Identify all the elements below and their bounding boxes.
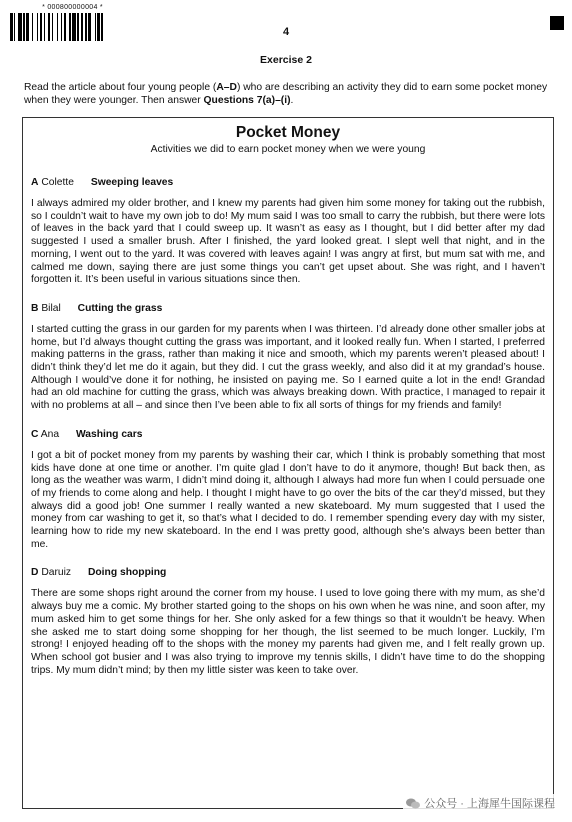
section-heading	[31, 177, 545, 188]
instructions-start: Read the article about four young people (	[24, 82, 217, 93]
wechat-icon	[406, 798, 420, 809]
section-person-name: Daruiz	[41, 567, 72, 579]
section-letter: A	[31, 177, 39, 188]
section-person-name: Bilal	[41, 302, 61, 314]
section-letter: D	[31, 567, 39, 579]
section-b	[31, 303, 545, 413]
section-heading	[31, 303, 545, 314]
instructions-range: A–D	[216, 82, 237, 93]
exercise-title: Exercise 2	[260, 54, 312, 66]
article-title: Pocket Money	[235, 124, 341, 141]
section-a	[31, 177, 545, 287]
section-text: I got a bit of pocket money from my parents by washing their car, which I think is probably something that most kids have done at one time or another. I’m quite glad I don’t have to do it anymore, though! But back then, as long as the weather was warm, I didn’t mind doing it, although I always had more fun when I could persuade one of my friends to come along and help. I thought I might have to go over the bits of the car they’d missed, but they always did a good job! One summer I really wanted a new skateboard. My mum suggested that I used the money from car washing to get it, so that’s what I decided to do. I remember spending every day with my sister, learning how to ride my new skateboard. In the end I was pretty good, although she’s always been better than me.	[31, 449, 545, 550]
section-text: I started cutting the grass in our garden for my parents when I was thirteen. I’d already done other smaller jobs at home, but I’d always thought cutting the grass was important, and it looked really fun. When I started, I preferred making patterns in the grass, rather than making it nice and smooth, which my parents weren’t pleased about! I didn’t think they’d let me do it again, but they did. I cut the grass weekly, and also did it at my grandad’s house. Although I would’ve done it for nothing, he insisted on paying me. So I earned quite a lot in the end! Grandad had an old machine for cutting the grass, which was always breaking down. With practice, I managed to repair it with no problems at all – and since then I’ve been able to fix all sorts of things for my friends and family!	[31, 323, 545, 412]
exercise-instructions	[24, 81, 554, 107]
section-letter: C	[31, 428, 39, 440]
instructions-questions: Questions 7(a)–(i)	[203, 95, 291, 106]
section-text: I always admired my older brother, and I knew my parents had given him some money for taking out the rubbish, so I couldn’t wait to have my own job to do! My mum said I was too small to carry the rubbish, but there were lots of leaves in the back yard that I could sweep up. It wasn’t as easy as I thought, but I did better after my dad suggested I used a smaller brush. After I finished, the yard looked great. I slept well that night, and in the morning, I went out to the yard. It was covered with leaves again! I was angry at first, but mum sat with me, and calmed me down, saying there are just some things you can’t get upset about. She was right, and I haven’t forgotten it. It’s been useful in various situations since then.	[31, 198, 545, 286]
instructions-end: .	[290, 95, 294, 106]
section-person-name: Colette	[41, 177, 74, 188]
section-heading	[31, 567, 545, 578]
watermark-text: 公众号 · 上海犀牛国际课程	[424, 798, 555, 810]
section-activity: Doing shopping	[87, 567, 167, 579]
article-subtitle: Activities we did to earn pocket money when we were young	[150, 144, 426, 155]
article-box	[22, 117, 554, 809]
instructions-mid: ) who are describing an activity they did to earn some pocket money when they were younger. Then answer	[24, 82, 548, 106]
section-activity: Cutting the grass	[77, 302, 163, 314]
section-person-name: Ana	[40, 428, 60, 440]
section-letter: B	[31, 302, 39, 314]
section-activity: Washing cars	[75, 428, 143, 440]
barcode-number: * 000800000004 *	[42, 4, 103, 11]
section-text: There are some shops right around the corner from my house. I used to love going there with my mum, as she’d always buy me a comic. My brother started going to the shops on his own when he was nine, and soon after, my mum asked him to get some things for her. She only asked for a few things so that it wouldn’t be heavy. When she asked me to start doing some shopping for her though, the list seemed to be much longer. Luckily, I’m strong! I enjoyed heading off to the shops with the money my parents had given me, and I felt really grown up. When school got busier and I was also trying to improve my tennis skills, I didn’t have time to do the shopping trips. My mum didn’t mind; by then my little sister was keen to take over.	[31, 588, 545, 676]
corner-marker	[550, 16, 564, 30]
section-activity: Sweeping leaves	[90, 177, 174, 188]
section-heading	[31, 429, 545, 440]
section-d	[31, 567, 545, 677]
watermark	[403, 794, 558, 812]
section-c	[31, 429, 545, 552]
page-number: 4	[282, 26, 290, 38]
